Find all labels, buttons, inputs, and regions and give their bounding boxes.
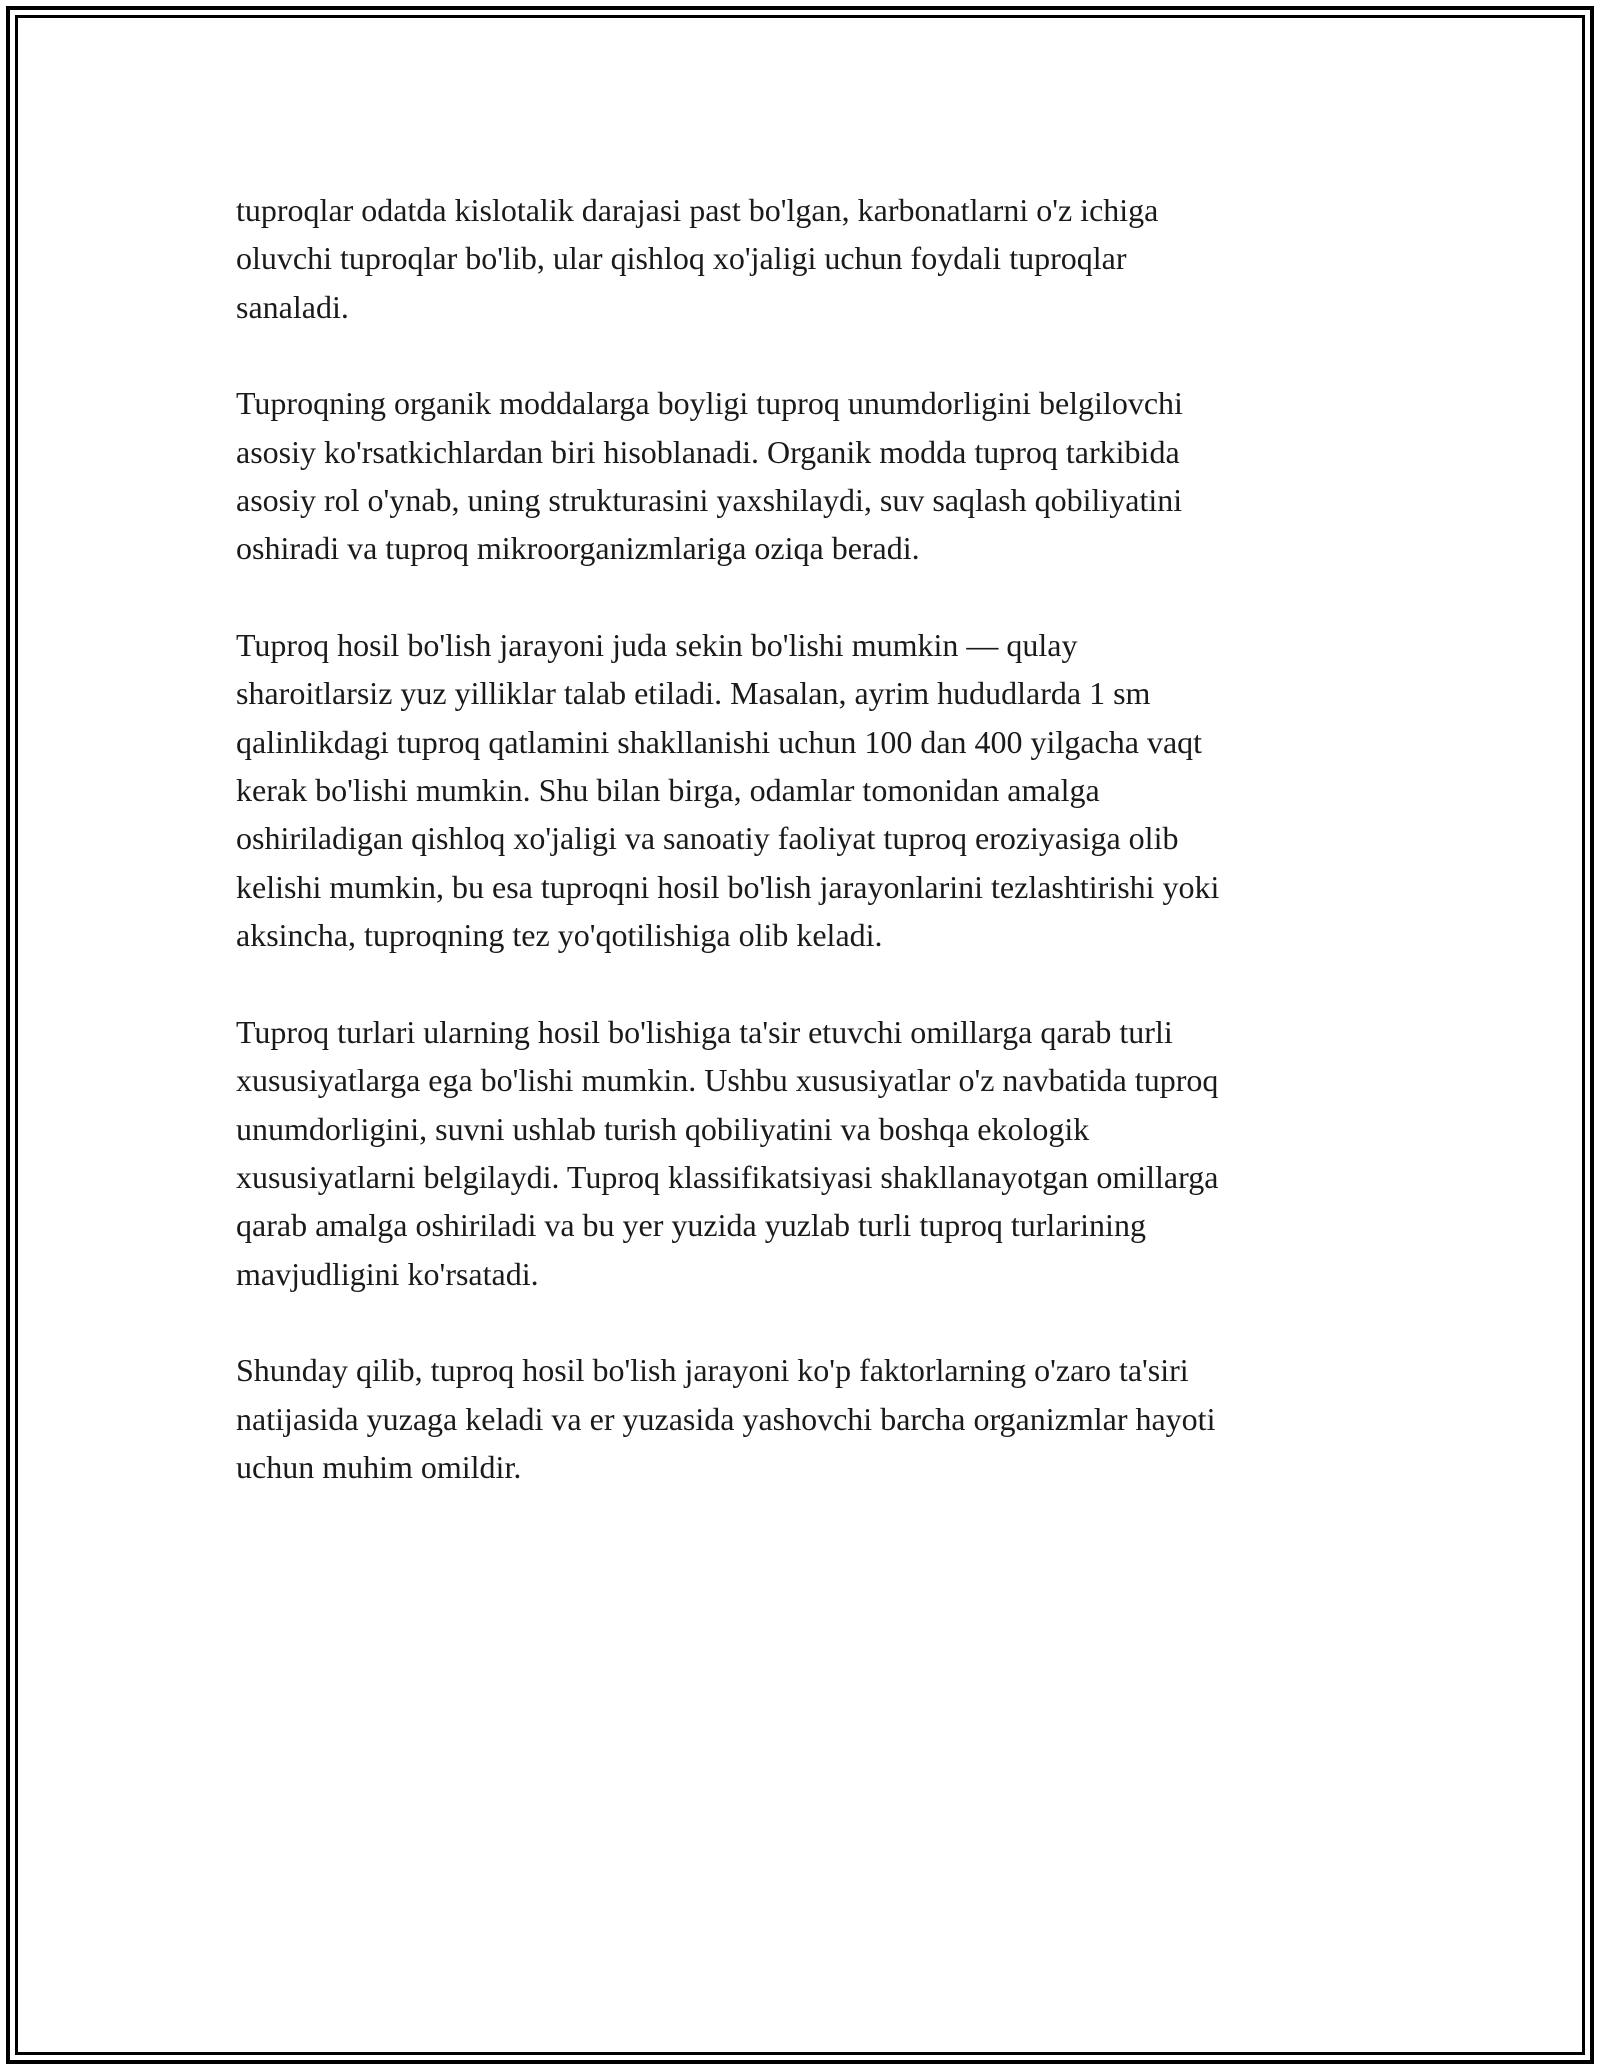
paragraph-1: tuproqlar odatda kislotalik darajasi past bo'lgan, karbonatlarni o'z ichiga oluvchi tuproqlar bo'lib, ular qishloq xo'jaligi uchun foydali tuproqlar sanaladi. bbox=[236, 192, 1159, 325]
paragraph-2: Tuproqning organik moddalarga boyligi tuproq unumdorligini belgilovchi asosiy ko'rsatkichlardan biri hisoblanadi. Organik modda tuproq tarkibida asosiy rol o'ynab, uning strukturasini yaxshilaydi, suv saqlash qobiliyatini oshiradi va tuproq mikroorganizmlariga oziqa beradi. bbox=[236, 385, 1183, 567]
paragraph-3: Tuproq hosil bo'lish jarayoni juda sekin bo'lishi mumkin — qulay sharoitlarsiz yuz yilliklar talab etiladi. Masalan, ayrim hududlarda 1 sm qalinlikdagi tuproq qatlamini shakllanishi uchun 100 dan 400 yilgacha vaqt kerak bo'lishi mumkin. Shu bilan birga, odamlar tomonidan amalga oshiriladigan qishloq xo'jaligi va sanoatiy faoliyat tuproq eroziyasiga olib kelishi mumkin, bu esa tuproqni hosil bo'lish jarayonlarini tezlashtirishi yoki aksincha, tuproqning tez yo'qotilishiga olib keladi. bbox=[236, 626, 1220, 954]
paragraph-5: Shunday qilib, tuproq hosil bo'lish jarayoni ko'p faktorlarning o'zaro ta'siri natijasida yuzaga keladi va er yuzasida yashovchi barcha organizmlar hayoti uchun muhim omildir. bbox=[236, 1352, 1216, 1485]
document-body bbox=[236, 186, 1366, 1539]
paragraph-4: Tuproq turlari ularning hosil bo'lishiga ta'sir etuvchi omillarga qarab turli xususiyatlarga ega bo'lishi mumkin. Ushbu xususiyatlar o'z navbatida tuproq unumdorligini, suvni ushlab turish qobiliyatini va boshqa ekologik xususiyatlarni belgilaydi. Tuproq klassifikatsiyasi shakllanayotgan omillarga qarab amalga oshiriladi va bu yer yuzida yuzlab turli tuproq turlarining mavjudligini ko'rsatadi. bbox=[236, 1013, 1219, 1292]
